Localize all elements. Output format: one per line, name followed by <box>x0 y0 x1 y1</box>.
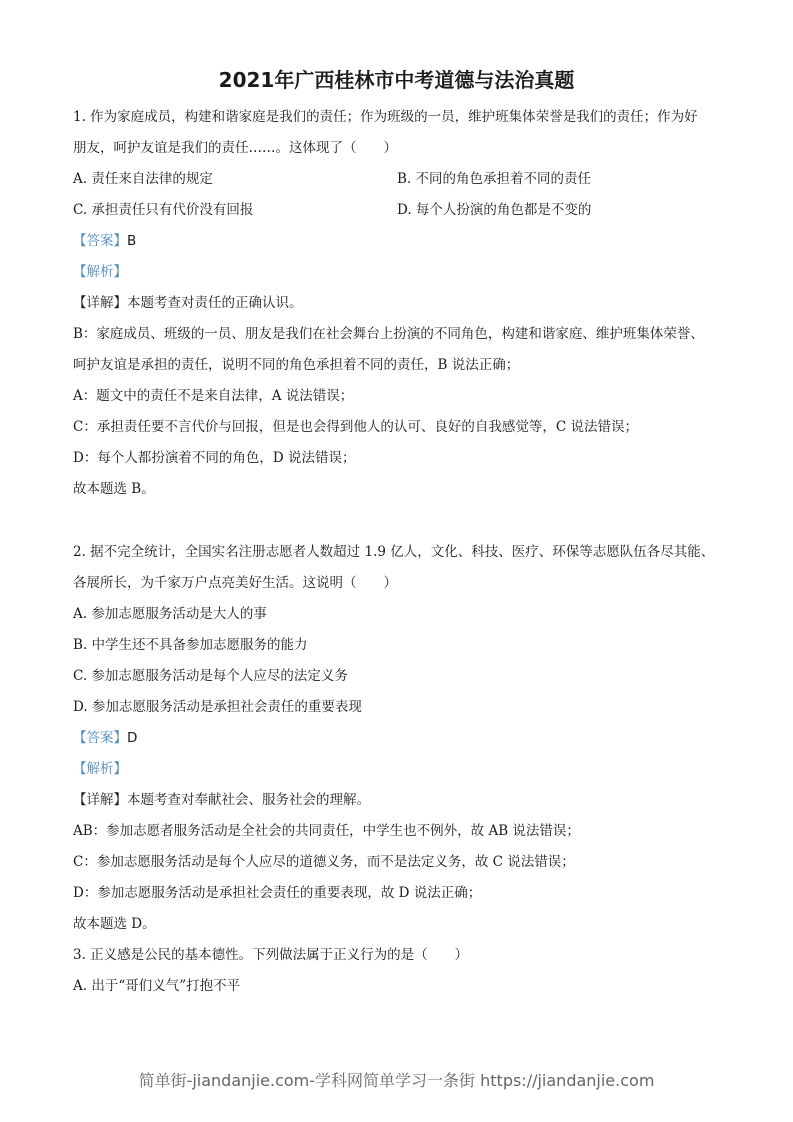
question-stem: 1. 作为家庭成员，构建和谐家庭是我们的责任；作为班级的一员，维护班集体荣誉是我们的责任；作为好 <box>73 109 698 125</box>
explanation-line: D：参加志愿服务活动是承担社会责任的重要表现，故 D 说法正确； <box>73 885 482 901</box>
question-2 <box>73 537 733 940</box>
option-d: D. 每个人扮演的角色都是不变的 <box>397 202 592 218</box>
answer-value: D <box>127 730 138 746</box>
option-a: A. 责任来自法律的规定 <box>73 171 213 187</box>
detail-tag: 【详解】 <box>73 295 127 311</box>
document-title: 2021年广西桂林市中考道德与法治真题 <box>218 68 575 92</box>
question-stem: 各展所长，为千家万户点亮美好生活。这说明（ ） <box>73 575 397 591</box>
detail-tag: 【详解】 <box>73 792 127 808</box>
question-stem: 3. 正义感是公民的基本德性。下列做法属于正义行为的是（ ） <box>73 947 469 963</box>
option-a: A. 参加志愿服务活动是大人的事 <box>73 606 267 622</box>
document-body <box>73 102 733 1002</box>
explanation-line: AB：参加志愿者服务活动是全社会的共同责任，中学生也不例外，故 AB 说法错误； <box>73 823 580 839</box>
question-stem: 2. 据不完全统计，全国实名注册志愿者人数超过 1.9 亿人，文化、科技、医疗、环保等志愿队伍各尽其能、 <box>73 544 715 560</box>
answer-tag: 【答案】 <box>73 730 127 746</box>
question-3 <box>73 940 733 1002</box>
option-d: D. 参加志愿服务活动是承担社会责任的重要表现 <box>73 699 362 715</box>
footer-watermark: 简单街-jiandanjie.com-学科网简单学习一条街 https://jiandanjie.com <box>138 1071 655 1090</box>
detail-text: 本题考查对奉献社会、服务社会的理解。 <box>127 792 370 808</box>
option-c: C. 承担责任只有代价没有回报 <box>73 202 254 218</box>
analysis-tag: 【解析】 <box>73 264 127 280</box>
option-b: B. 不同的角色承担着不同的责任 <box>397 171 592 187</box>
explanation-line: C：承担责任要不言代价与回报，但是也会得到他人的认可、良好的自我感觉等，C 说法错误； <box>73 419 638 435</box>
answer <box>73 723 733 754</box>
explanation-line: C：参加志愿服务活动是每个人应尽的道德义务，而不是法定义务，故 C 说法错误； <box>73 854 575 870</box>
explanation-line: D：每个人都扮演着不同的角色，D 说法错误； <box>73 450 356 466</box>
explanation-line: B：家庭成员、班级的一员、朋友是我们在社会舞台上扮演的不同角色，构建和谐家庭、维护班集体荣誉、 <box>73 326 704 342</box>
answer-tag: 【答案】 <box>73 233 127 249</box>
option-a: A. 出于“哥们义气”打抱不平 <box>73 978 241 994</box>
explanation-line: A：题文中的责任不是来自法律，A 说法错误； <box>73 388 354 404</box>
detail <box>73 288 733 319</box>
explanation-line: 故本题选 B。 <box>73 481 155 497</box>
option-c: C. 参加志愿服务活动是每个人应尽的法定义务 <box>73 668 348 684</box>
explanation-line: 故本题选 D。 <box>73 916 156 932</box>
detail-text: 本题考查对责任的正确认识。 <box>127 295 303 311</box>
answer-value: B <box>127 233 137 249</box>
answer <box>73 226 733 257</box>
explanation-line: 呵护友谊是承担的责任，说明不同的角色承担着不同的责任，B 说法正确； <box>73 357 520 373</box>
question-1 <box>73 102 733 505</box>
detail <box>73 785 733 816</box>
question-stem: 朋友，呵护友谊是我们的责任……。这体现了（ ） <box>73 140 397 156</box>
analysis-tag: 【解析】 <box>73 761 127 777</box>
option-b: B. 中学生还不具备参加志愿服务的能力 <box>73 637 308 653</box>
